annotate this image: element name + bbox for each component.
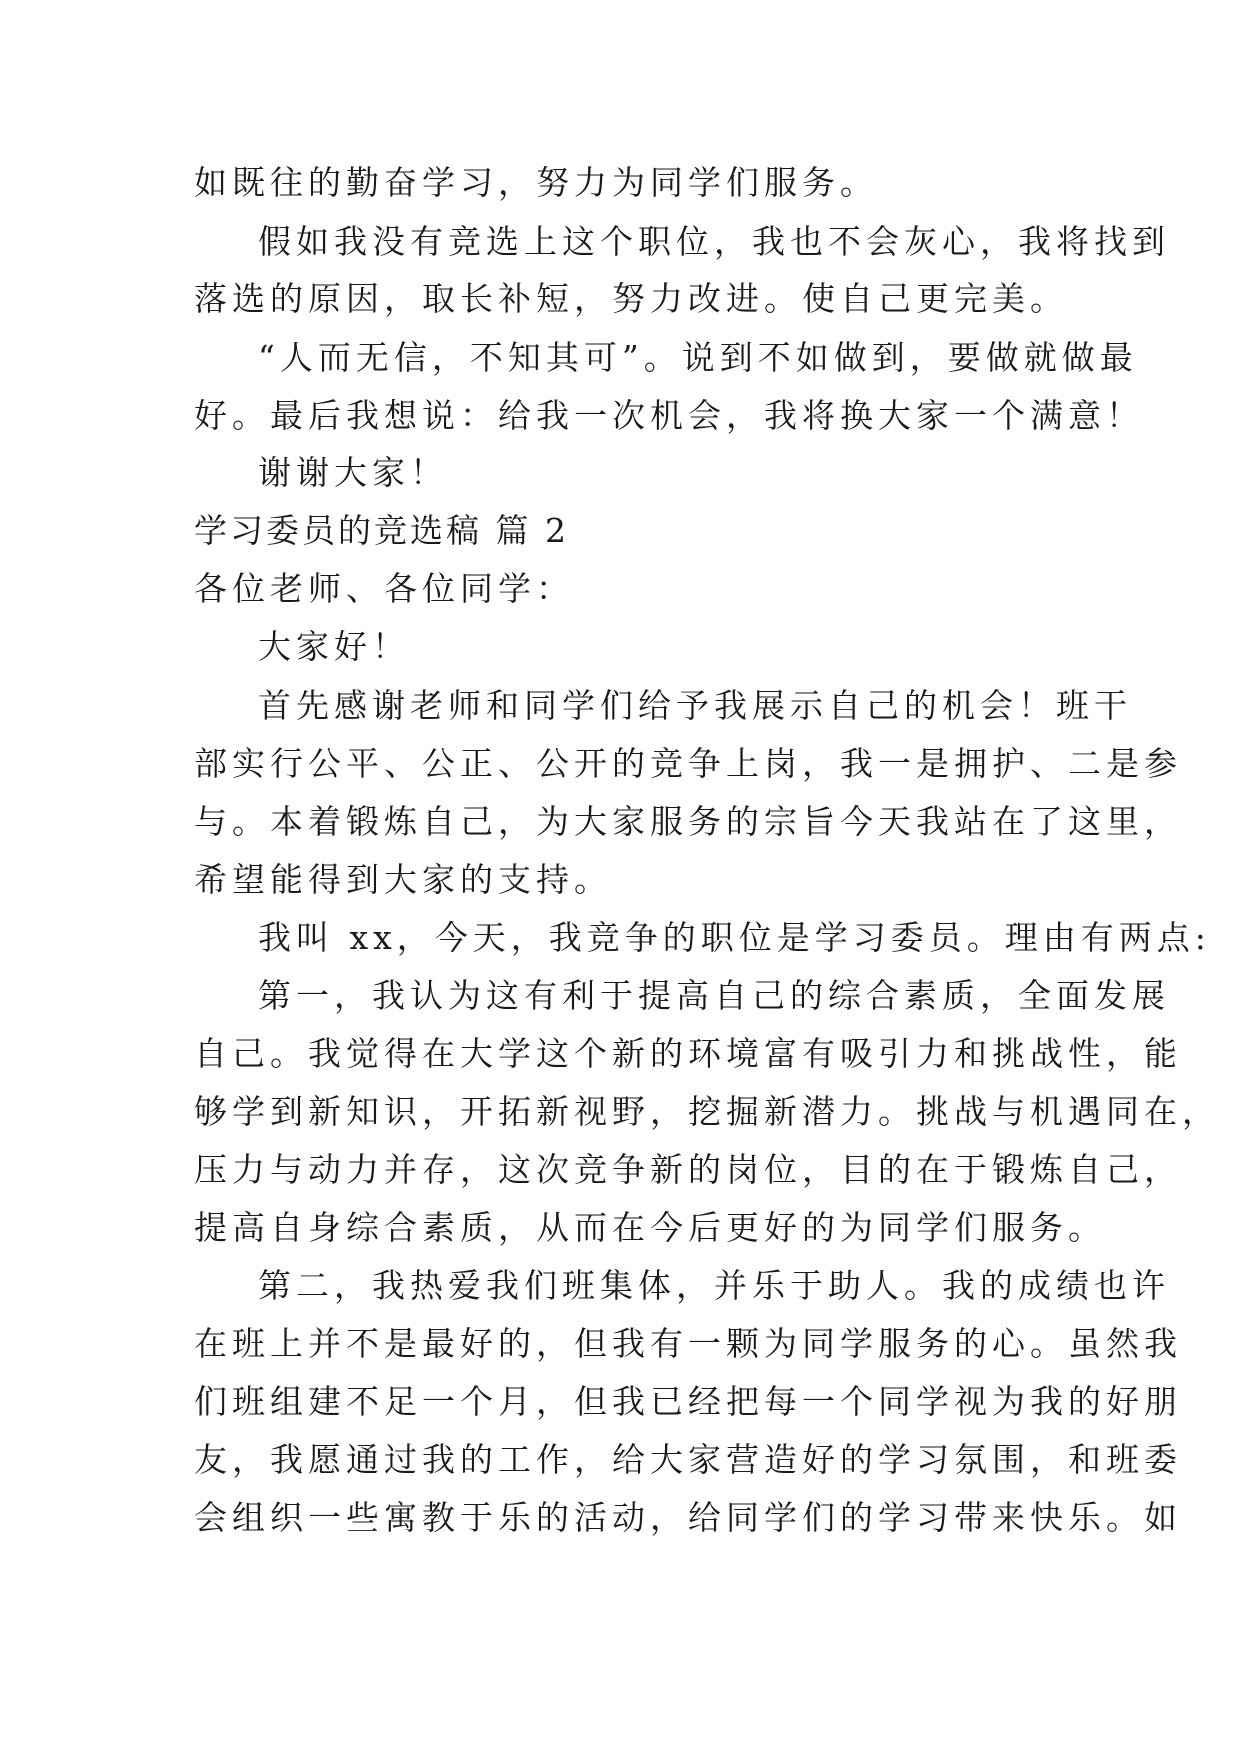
paragraph-line: 假如我没有竞选上这个职位，我也不会灰心，我将找到 xyxy=(258,222,1170,261)
paragraph-line: 们班组建不足一个月，但我已经把每一个同学视为我的好朋 xyxy=(194,1382,1182,1421)
paragraph-line: 好。最后我想说：给我一次机会，我将换大家一个满意！ xyxy=(194,396,1144,435)
paragraph-line: 提高自身综合素质，从而在今后更好的为同学们服务。 xyxy=(194,1208,1106,1247)
paragraph-line: 我叫 xx，今天，我竞争的职位是学习委员。理由有两点: xyxy=(258,918,1211,957)
paragraph-line: 部实行公平、公正、公开的竞争上岗，我一是拥护、二是参 xyxy=(194,744,1182,783)
paragraph-line: 如既往的勤奋学习，努力为同学们服务。 xyxy=(194,163,878,202)
paragraph-line: 够学到新知识，开拓新视野，挖掘新潜力。挑战与机遇同在， xyxy=(194,1092,1220,1131)
closing-line: 谢谢大家！ xyxy=(258,453,448,492)
paragraph-line: 友，我愿通过我的工作，给大家营造好的学习氛围，和班委 xyxy=(194,1440,1182,1479)
paragraph-line: 首先感谢老师和同学们给予我展示自己的机会！班干 xyxy=(258,686,1132,725)
paragraph-line: 自己。我觉得在大学这个新的环境富有吸引力和挑战性，能 xyxy=(194,1034,1182,1073)
section-heading: 学习委员的竞选稿 篇 2 xyxy=(194,511,569,550)
paragraph-line: 落选的原因，取长补短，努力改进。使自己更完美。 xyxy=(194,279,1068,318)
greeting-line: 大家好！ xyxy=(258,627,410,666)
paragraph-line: 第二，我热爱我们班集体，并乐于助人。我的成绩也许 xyxy=(258,1266,1170,1305)
paragraph-line: 会组织一些寓教于乐的活动，给同学们的学习带来快乐。如 xyxy=(194,1498,1182,1537)
paragraph-line: 第一，我认为这有利于提高自己的综合素质，全面发展 xyxy=(258,976,1170,1015)
paragraph-line: 希望能得到大家的支持。 xyxy=(194,860,612,899)
salutation-line: 各位老师、各位同学： xyxy=(194,569,574,608)
paragraph-line: 与。本着锻炼自己，为大家服务的宗旨今天我站在了这里， xyxy=(194,802,1182,841)
paragraph-line: 在班上并不是最好的，但我有一颗为同学服务的心。虽然我 xyxy=(194,1324,1182,1363)
paragraph-line: 压力与动力并存，这次竞争新的岗位，目的在于锻炼自己， xyxy=(194,1150,1182,1189)
paragraph-line: “人而无信，不知其可”。说到不如做到，要做就做最 xyxy=(258,338,1138,377)
